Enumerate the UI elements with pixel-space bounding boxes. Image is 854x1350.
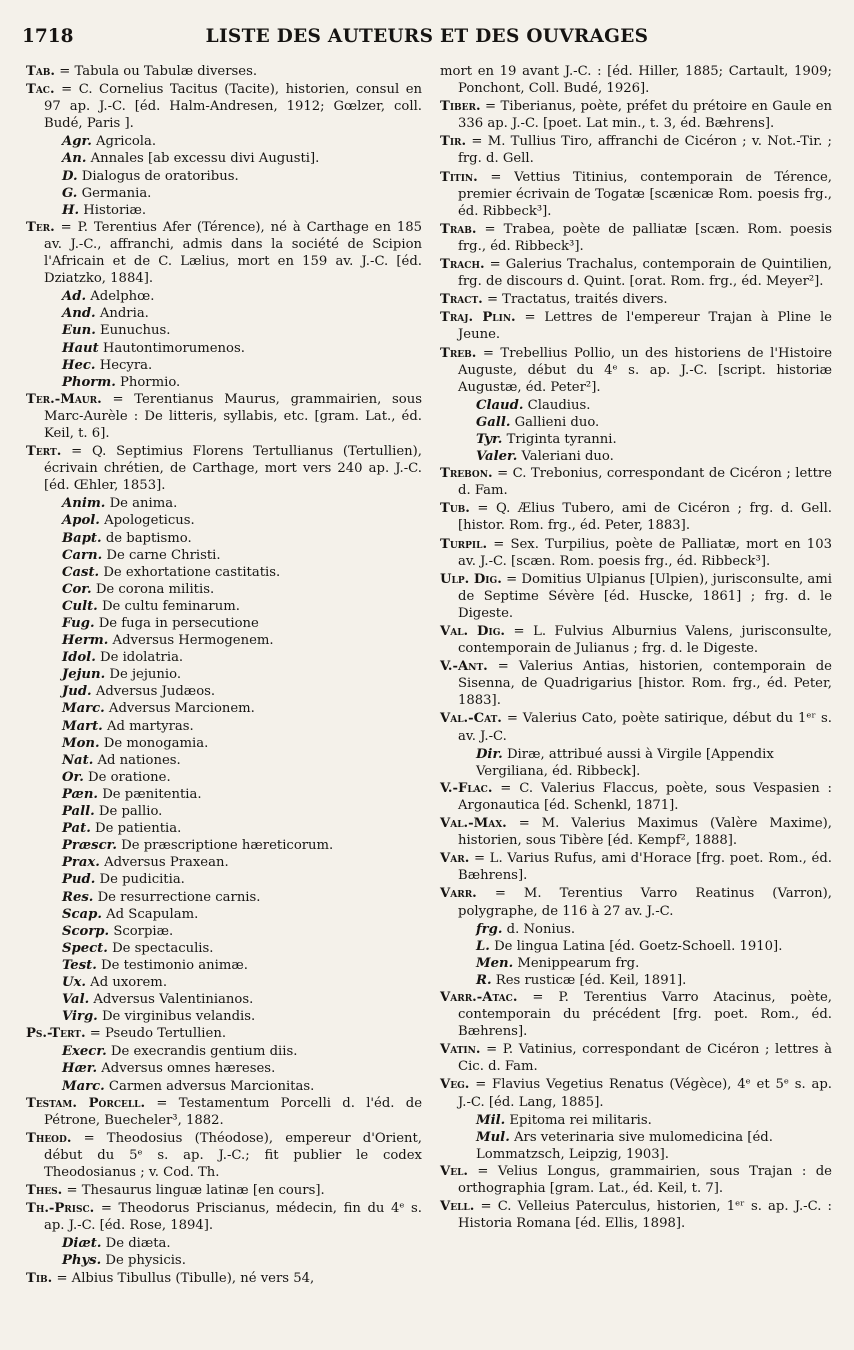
work-title: De resurrectione carnis.: [97, 889, 261, 905]
work-title: Adelphœ.: [90, 289, 155, 305]
work-abbreviation: Pall.: [62, 804, 95, 820]
work-abbreviation: Gall.: [476, 414, 511, 430]
work-entry: [26, 837, 422, 854]
work-abbreviation: Bapt.: [62, 530, 102, 546]
entry-abbreviation: Tert.: [26, 444, 62, 460]
work-abbreviation: Res.: [62, 889, 94, 905]
entry-abbreviation: Trebon.: [440, 466, 493, 482]
work-abbreviation: Prax.: [62, 855, 100, 871]
work-title: d. Nonius.: [506, 921, 576, 937]
dictionary-entry: [26, 1182, 422, 1199]
dictionary-entry: [26, 219, 422, 287]
entry-text: = Domitius Ulpianus [Ulpien), jurisconsulte, ami de Septime Sévère [éd. Huscke, 1861] ; frg. d. le Digeste.: [458, 571, 833, 621]
work-title: De patientia.: [95, 821, 182, 837]
entry-text: = Sex. Turpilius, poète de Palliatæ, mort en 103 av. J.-C. [scæn. Rom. poesis frg., éd. Ribbeck³].: [458, 536, 832, 569]
entry-abbreviation: Vatin.: [440, 1042, 481, 1058]
work-abbreviation: Dir.: [476, 746, 503, 762]
work-title: Epitoma rei militaris.: [509, 1112, 652, 1128]
work-abbreviation: Scorp.: [62, 923, 110, 939]
work-abbreviation: Ad.: [62, 289, 87, 305]
work-title: De spectaculis.: [112, 940, 214, 956]
work-entry: [26, 357, 422, 374]
work-title: Eunuchus.: [100, 323, 171, 339]
entry-text: = Theodosius (Théodose), empereur d'Orient, début du 5ᵉ s. ap. J.-C.; fit publier le codex Theodosianus ; v. Cod. Th.: [44, 1130, 422, 1180]
work-abbreviation: Or.: [62, 769, 84, 785]
work-title: de baptismo.: [105, 530, 192, 546]
entry-abbreviation: Thes.: [26, 1183, 63, 1199]
entry-text: = L. Varius Rufus, ami d'Horace [frg. poet. Rom., éd. Bæhrens].: [458, 851, 832, 884]
work-entry: [26, 854, 422, 871]
work-title: De anima.: [109, 496, 178, 512]
entry-text: = Terentianus Maurus, grammairien, sous Marc-Aurèle : De litteris, syllabis, etc. [gram. Lat., éd. Keil, t. 6].: [44, 391, 422, 441]
entry-abbreviation: Tract.: [440, 292, 483, 308]
entry-abbreviation: Tub.: [440, 501, 470, 517]
dictionary-entry: [440, 710, 832, 744]
work-entry: [26, 923, 422, 940]
entry-text: = Valerius Cato, poète satirique, début du 1ᵉʳ s. av. J.-C.: [458, 711, 832, 744]
work-title: De lingua Latina [éd. Goetz-Schoell. 1910].: [494, 938, 783, 954]
entry-text: = Galerius Trachalus, contemporain de Quintilien, frg. de discours d. Quint. [orat. Rom. frg., éd. Meyer²].: [458, 257, 832, 290]
work-abbreviation: Phorm.: [62, 374, 116, 390]
work-entry: [440, 972, 832, 989]
work-title: De fuga in persecutione: [98, 616, 259, 631]
work-title: De idolatria.: [100, 650, 184, 666]
work-abbreviation: Hec.: [62, 357, 96, 373]
work-abbreviation: R.: [476, 972, 492, 988]
dictionary-entry: [26, 1270, 422, 1287]
work-entry: [26, 752, 422, 769]
work-entry: [26, 547, 422, 564]
work-entry: [26, 632, 422, 649]
dictionary-entry: [440, 1163, 832, 1197]
dictionary-entry: [26, 63, 422, 80]
work-entry: [26, 133, 422, 150]
entry-abbreviation: Titin.: [440, 169, 478, 185]
work-title: Valeriani duo.: [521, 449, 614, 465]
work-entry: [26, 512, 422, 529]
work-entry: [26, 940, 422, 957]
dictionary-entry: [440, 465, 832, 499]
work-entry: [26, 322, 422, 339]
dictionary-entry: [440, 1041, 832, 1075]
work-entry: [440, 746, 832, 780]
entry-abbreviation: Testam. Porcell.: [26, 1095, 146, 1111]
work-abbreviation: Val.: [62, 992, 90, 1008]
work-abbreviation: Cast.: [62, 564, 100, 580]
work-title: De jejunio.: [109, 667, 182, 683]
dictionary-entry: [440, 850, 832, 884]
work-entry: [26, 615, 422, 632]
work-title: Hautontimorumenos.: [102, 340, 245, 356]
entry-abbreviation: Var.: [440, 851, 470, 867]
entry-abbreviation: Vell.: [440, 1199, 475, 1215]
work-entry: [26, 974, 422, 991]
page-header: [22, 26, 832, 52]
work-entry: [26, 564, 422, 581]
entry-abbreviation: Theod.: [26, 1130, 72, 1146]
work-title: De cultu feminarum.: [101, 598, 240, 614]
work-entry: [26, 1078, 422, 1095]
work-entry: [440, 431, 832, 448]
work-abbreviation: Mart.: [62, 718, 103, 734]
work-entry: [26, 718, 422, 735]
work-title: Historiæ.: [83, 202, 147, 218]
work-abbreviation: Test.: [62, 957, 97, 973]
work-entry: [26, 1235, 422, 1252]
work-title: Apologeticus.: [104, 513, 195, 529]
work-title: Adversus Marcionem.: [108, 701, 255, 717]
work-entry: [26, 1008, 422, 1025]
work-abbreviation: And.: [62, 306, 96, 322]
work-entry: [26, 185, 422, 202]
work-entry: [440, 448, 832, 465]
dictionary-entry: [440, 309, 832, 343]
work-title: Phormio.: [120, 374, 181, 390]
work-abbreviation: An.: [62, 151, 87, 167]
work-entry: [26, 150, 422, 167]
work-abbreviation: Cult.: [62, 598, 98, 614]
entry-abbreviation: Trab.: [440, 221, 477, 237]
work-entry: [26, 530, 422, 547]
work-title: Ad martyras.: [106, 718, 194, 734]
work-title: De pudicitia.: [99, 872, 185, 888]
work-title: Dialogus de oratoribus.: [81, 168, 239, 184]
entry-abbreviation: V.-Flac.: [440, 780, 493, 796]
work-title: De monogamia.: [103, 735, 209, 751]
work-abbreviation: Haut: [62, 340, 99, 356]
work-abbreviation: D.: [62, 168, 78, 184]
work-abbreviation: Marc.: [62, 701, 105, 717]
entry-abbreviation: Th.-Prisc.: [26, 1201, 95, 1217]
work-entry: [26, 735, 422, 752]
work-title: Menippearum frg.: [517, 955, 640, 971]
dictionary-entry: [26, 443, 422, 494]
work-title: Ars veterinaria sive mulomedicina [éd. Lommatzsch, Leipzig, 1903].: [476, 1129, 773, 1162]
dictionary-entry: [440, 221, 832, 255]
entry-text: = Trabea, poète de palliatæ [scæn. Rom. poesis frg., éd. Ribbeck³].: [458, 221, 832, 254]
work-abbreviation: Marc.: [62, 1078, 105, 1094]
work-entry: [440, 397, 832, 414]
work-abbreviation: Pat.: [62, 821, 91, 837]
work-abbreviation: H.: [62, 202, 80, 218]
dictionary-entry: [440, 169, 832, 220]
entry-text: = L. Fulvius Alburnius Valens, jurisconsulte, contemporain de Julianus ; frg. d. le Digeste.: [458, 624, 832, 657]
work-title: Ad nationes.: [97, 752, 181, 768]
work-title: Claudius.: [527, 397, 591, 413]
work-abbreviation: Pud.: [62, 872, 96, 888]
entry-abbreviation: Val.-Max.: [440, 816, 507, 832]
work-entry: [26, 340, 422, 357]
work-title: Germania.: [81, 185, 152, 201]
work-title: De exhortatione castitatis.: [103, 564, 281, 580]
dictionary-entry: [440, 345, 832, 396]
work-abbreviation: Virg.: [62, 1009, 98, 1025]
entry-text: = Pseudo Tertullien.: [89, 1026, 227, 1042]
entry-abbreviation: Tab.: [26, 64, 55, 79]
work-entry: [26, 957, 422, 974]
work-abbreviation: Mon.: [62, 735, 100, 751]
entry-abbreviation: Turpil.: [440, 536, 488, 552]
work-abbreviation: Phys.: [62, 1253, 102, 1269]
work-abbreviation: Eun.: [62, 323, 96, 339]
entry-text: = C. Velleius Paterculus, historien, 1ᵉʳ s. ap. J.-C. : Historia Romana [éd. Ellis, 1898].: [458, 1199, 832, 1232]
entry-text: = Valerius Antias, historien, contemporain de Sisenna, de Quadrigarius [histor. Rom. frg., éd. Peter, 1883].: [458, 659, 832, 709]
entry-text: = M. Tullius Tiro, affranchi de Cicéron ; v. Not.-Tir. ; frg. d. Gell.: [458, 134, 832, 167]
work-title: Carmen adversus Marcionitas.: [108, 1078, 315, 1094]
dictionary-entry: [26, 1025, 422, 1042]
work-entry: [26, 202, 422, 219]
work-title: Adversus Praxean.: [104, 855, 229, 871]
work-title: Adversus Hermogenem.: [112, 633, 274, 649]
work-abbreviation: Fug.: [62, 616, 95, 631]
work-entry: [440, 1112, 832, 1129]
work-abbreviation: Apol.: [62, 513, 100, 529]
work-entry: [26, 495, 422, 512]
entry-abbreviation: Traj. Plin.: [440, 310, 516, 326]
entry-text: = P. Terentius Varro Atacinus, poète, contemporain du précédent [frg. poet. Rom., éd. Bæhrens].: [458, 989, 832, 1040]
entry-abbreviation: Ter.: [26, 219, 55, 235]
work-entry: [26, 769, 422, 786]
work-entry: [26, 786, 422, 803]
work-title: Diræ, attribué aussi à Virgile [Appendix Vergiliana, éd. Ribbeck].: [476, 746, 774, 779]
work-entry: [440, 921, 832, 938]
entry-text: mort en 19 avant J.-C. : [éd. Hiller, 1885; Cartault, 1909; Ponchont, Coll. Budé, 1926].: [440, 64, 832, 97]
work-abbreviation: Spect.: [62, 940, 108, 956]
dictionary-entry: [26, 1200, 422, 1234]
entry-abbreviation: Varr.-Atac.: [440, 989, 518, 1005]
work-entry: [26, 581, 422, 598]
work-abbreviation: Anim.: [62, 496, 106, 512]
entry-text: = P. Vatinius, correspondant de Cicéron ; lettres à Cic. d. Fam.: [458, 1042, 832, 1075]
dictionary-entry: [440, 885, 832, 919]
entry-abbreviation: Ulp. Dig.: [440, 571, 502, 587]
entry-abbreviation: V.-Ant.: [440, 659, 488, 675]
work-abbreviation: Scap.: [62, 906, 102, 922]
work-abbreviation: Carn.: [62, 547, 103, 563]
entry-abbreviation: Veg.: [440, 1077, 470, 1093]
dictionary-entry: [440, 989, 832, 1040]
work-entry: [26, 649, 422, 666]
work-title: De oratione.: [88, 769, 171, 785]
work-entry: [440, 938, 832, 955]
work-entry: [26, 1060, 422, 1077]
page-number: 1718: [22, 26, 74, 47]
dictionary-entry: [440, 658, 832, 709]
dictionary-entry: [440, 500, 832, 534]
work-abbreviation: Herm.: [62, 633, 109, 649]
work-abbreviation: Jud.: [62, 684, 92, 700]
work-entry: [26, 374, 422, 391]
work-title: De virginibus velandis.: [101, 1009, 256, 1025]
entry-abbreviation: Val.-Cat.: [440, 711, 502, 727]
work-entry: [26, 305, 422, 322]
work-entry: [26, 598, 422, 615]
work-abbreviation: Valer.: [476, 449, 518, 465]
work-abbreviation: G.: [62, 185, 78, 201]
work-entry: [26, 700, 422, 717]
work-title: Triginta tyranni.: [506, 431, 617, 447]
entry-text: = Vettius Titinius, contemporain de Térence, premier écrivain de Togatæ [scænicæ Rom. poesis frg., éd. Ribbeck³].: [458, 169, 832, 219]
work-entry: [26, 288, 422, 305]
work-entry: [26, 871, 422, 888]
work-entry: [26, 1252, 422, 1269]
work-abbreviation: Mil.: [476, 1112, 506, 1128]
work-entry: [26, 168, 422, 185]
work-entry: [26, 820, 422, 837]
work-title: De pallio.: [98, 804, 163, 820]
right-column: [440, 63, 832, 1233]
left-column: [26, 63, 422, 1288]
entry-text: = M. Terentius Varro Reatinus (Varron), polygraphe, de 116 à 27 av. J.-C.: [458, 886, 832, 919]
work-title: De testimonio animæ.: [101, 957, 248, 973]
entry-text: = P. Terentius Afer (Térence), né à Carthage en 185 av. J.-C., affranchi, admis dans la société de Scipion l'Africain et de C. Lælius, mort en 159 av. J.-C. [éd. Dziatzko, 1884].: [44, 219, 422, 287]
work-abbreviation: Nat.: [62, 752, 94, 768]
work-abbreviation: Diæt.: [62, 1236, 102, 1252]
work-abbreviation: Ux.: [62, 974, 86, 990]
work-entry: [440, 414, 832, 431]
dictionary-entry: [440, 133, 832, 167]
entry-text: = Tiberianus, poète, préfet du prétoire en Gaule en 336 ap. J.-C. [poet. Lat min., t. 3, éd. Bæhrens].: [458, 99, 832, 132]
entry-text: = Velius Longus, grammairien, sous Trajan : de orthographia [gram. Lat., éd. Keil, t. 7].: [458, 1163, 832, 1196]
dictionary-entry: [26, 391, 422, 442]
entry-text: = Thesaurus linguæ latinæ [en cours].: [66, 1183, 325, 1199]
work-title: Ad Scapulam.: [106, 906, 199, 922]
entry-abbreviation: Tir.: [440, 134, 467, 150]
work-title: Hecyra.: [99, 357, 153, 373]
dictionary-entry: [440, 1198, 832, 1232]
work-abbreviation: Jejun.: [62, 667, 106, 683]
work-abbreviation: Præscr.: [62, 838, 117, 854]
dictionary-entry: [440, 291, 832, 308]
entry-abbreviation: Treb.: [440, 345, 477, 361]
dictionary-entry: [26, 1130, 422, 1181]
work-title: De præscriptione hæreticorum.: [121, 838, 334, 854]
work-entry: [26, 683, 422, 700]
work-title: De diæta.: [105, 1236, 171, 1252]
entry-text: = Albius Tibullus (Tibulle), né vers 54,: [56, 1270, 315, 1286]
work-title: De physicis.: [105, 1253, 186, 1269]
entry-abbreviation: Ter.-Maur.: [26, 391, 102, 407]
entry-text: = Lettres de l'empereur Trajan à Pline le Jeune.: [458, 310, 832, 343]
entry-text: = Tractatus, traités divers.: [486, 292, 668, 308]
entry-abbreviation: Varr.: [440, 886, 477, 902]
entry-abbreviation: Tac.: [26, 82, 55, 98]
dictionary-entry: [440, 780, 832, 814]
dictionary-entry: [26, 81, 422, 132]
work-abbreviation: Cor.: [62, 581, 92, 597]
entry-text: = Q. Septimius Florens Tertullianus (Tertullien), écrivain chrétien, de Carthage, mort vers 240 ap. J.-C. [éd. Œhler, 1853].: [44, 444, 423, 494]
work-entry: [440, 1129, 832, 1163]
dictionary-entry: [440, 63, 832, 97]
work-entry: [440, 955, 832, 972]
work-title: De carne Christi.: [106, 547, 221, 563]
work-abbreviation: Pæn.: [62, 786, 99, 802]
entry-text: = C. Valerius Flaccus, poète, sous Vespasien : Argonautica [éd. Schenkl, 1871].: [458, 780, 832, 813]
work-abbreviation: Tyr.: [476, 431, 503, 447]
work-entry: [26, 1043, 422, 1060]
entry-text: = Trebellius Pollio, un des historiens de l'Histoire Auguste, début du 4ᵉ s. ap. J.-C. [script. historiæ Augustæ, éd. Peter²].: [458, 345, 832, 395]
work-abbreviation: Mul.: [476, 1129, 510, 1145]
dictionary-entry: [440, 571, 832, 622]
work-abbreviation: Claud.: [476, 397, 524, 413]
entry-abbreviation: Trach.: [440, 257, 485, 273]
entry-abbreviation: Val. Dig.: [440, 624, 505, 639]
work-abbreviation: Idol.: [62, 650, 96, 666]
entry-abbreviation: Tiber.: [440, 99, 481, 115]
entry-text: = Testamentum Porcelli d. l'éd. de Pétrone, Buecheler³, 1882.: [44, 1095, 423, 1128]
work-abbreviation: Execr.: [62, 1044, 107, 1060]
dictionary-entry: [440, 536, 832, 570]
dictionary-entry: [440, 1076, 832, 1110]
work-title: Agricola.: [95, 134, 157, 150]
work-title: De pænitentia.: [102, 786, 202, 802]
entry-abbreviation: Tib.: [26, 1270, 53, 1286]
work-entry: [26, 889, 422, 906]
entry-text: = Theodorus Priscianus, médecin, fin du 4ᵉ s. ap. J.-C. [éd. Rose, 1894].: [44, 1201, 422, 1234]
work-entry: [26, 666, 422, 683]
work-title: Annales [ab excessu divi Augusti].: [90, 151, 320, 167]
entry-abbreviation: Ps.-Tert.: [26, 1026, 86, 1042]
dictionary-entry: [440, 98, 832, 132]
page-title: LISTE DES AUTEURS ET DES OUVRAGES: [205, 26, 649, 47]
work-abbreviation: frg.: [476, 921, 503, 937]
work-abbreviation: Men.: [476, 955, 514, 971]
work-abbreviation: L.: [476, 938, 490, 954]
work-entry: [26, 803, 422, 820]
dictionary-entry: [440, 256, 832, 290]
entry-text: = Tabula ou Tabulæ diverses.: [59, 64, 258, 79]
work-entry: [26, 906, 422, 923]
work-title: Adversus Valentinianos.: [93, 992, 254, 1008]
work-title: Gallieni duo.: [514, 414, 600, 430]
dictionary-entry: [26, 1095, 422, 1129]
work-title: Ad uxorem.: [90, 974, 168, 990]
entry-text: = Q. Ælius Tubero, ami de Cicéron ; frg. d. Gell. [histor. Rom. frg., éd. Peter, 1883].: [458, 501, 832, 534]
entry-text: = M. Valerius Maximus (Valère Maxime), historien, sous Tibère [éd. Kempf², 1888].: [458, 816, 832, 849]
dictionary-entry: [440, 815, 832, 849]
entry-abbreviation: Vel.: [440, 1163, 469, 1179]
work-title: Adversus omnes hæreses.: [101, 1061, 276, 1077]
work-entry: [26, 991, 422, 1008]
dictionary-entry: [440, 623, 832, 657]
work-title: Scorpiæ.: [113, 923, 174, 939]
work-abbreviation: Agr.: [62, 134, 92, 150]
work-title: Res rusticæ [éd. Keil, 1891].: [495, 972, 687, 988]
work-title: Adversus Judæos.: [95, 684, 216, 700]
work-abbreviation: Hær.: [62, 1061, 98, 1077]
work-title: De corona militis.: [95, 581, 215, 597]
work-title: De execrandis gentium diis.: [110, 1044, 298, 1060]
entry-text: = C. Cornelius Tacitus (Tacite), historien, consul en 97 ap. J.-C. [éd. Halm-Andresen, 1912; Gœlzer, coll. Budé, Paris ].: [44, 82, 422, 132]
entry-text: = C. Trebonius, correspondant de Cicéron ; lettre d. Fam.: [458, 466, 832, 499]
entry-text: = Flavius Vegetius Renatus (Végèce), 4ᵉ et 5ᵉ s. ap. J.-C. [éd. Lang, 1885].: [458, 1077, 832, 1110]
work-title: Andria.: [99, 306, 149, 322]
